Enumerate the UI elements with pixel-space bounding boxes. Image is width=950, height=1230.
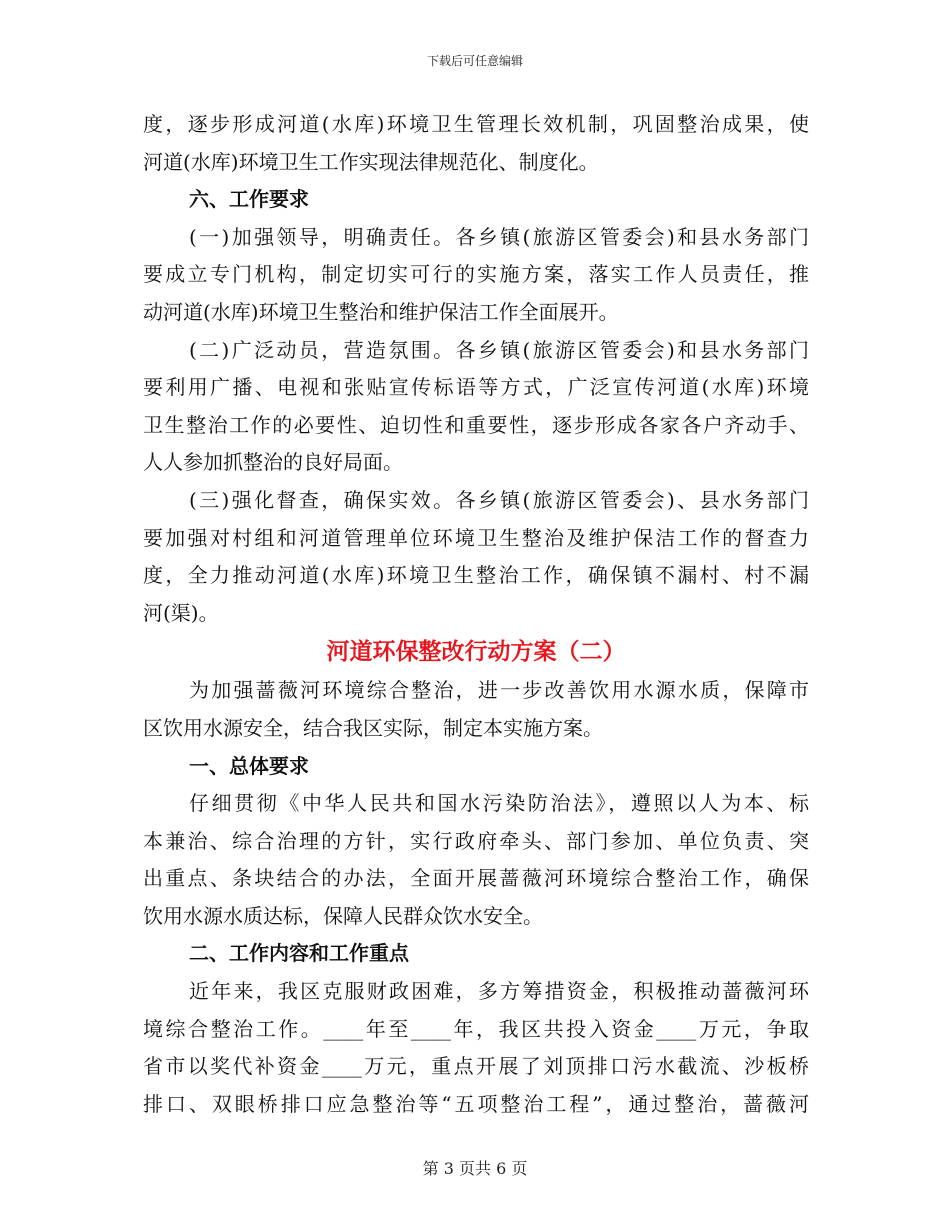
text-line: (二)广泛动员，营造氛围。各乡镇(旅游区管委会)和县水务部门 [189,337,809,362]
document-body [143,106,809,1123]
text-line: 近年来，我区克服财政困难，多方筹措资金，积极推动蔷薇河环 [189,979,809,1004]
text-line: 度，全力推动河道(水库)环境卫生整治工作，确保镇不漏村、村不漏 [143,563,809,588]
text-line: 要加强对村组和河道管理单位环境卫生整治及维护保洁工作的督查力 [143,525,809,550]
text-line: 为加强蔷薇河环境综合整治，进一步改善饮用水源水质，保障市 [189,678,809,703]
text-line: 本兼治、综合治理的方针，实行政府牵头、部门参加、单位负责、突 [143,828,809,853]
page-footer: 第 3 页共 6 页 [422,1159,528,1178]
text-line: 度，逐步形成河道(水库)环境卫生管理长效机制，巩固整治成果，使 [143,112,809,136]
text-line: 排口、双眼桥排口应急整治等“五项整治工程”，通过整治，蔷薇河 [143,1091,809,1116]
section-title: 河道环保整改行动方案（二） [326,638,626,666]
section-heading: 二、工作内容和工作重点 [189,941,409,966]
text-line: (一)加强领导，明确责任。各乡镇(旅游区管委会)和县水务部门 [189,224,809,249]
text-line: 河道(水库)环境卫生工作实现法律规范化、制度化。 [143,149,599,174]
text-line: 仔细贯彻《中华人民共和国水污染防治法》，遵照以人为本、标 [189,791,809,816]
text-line: 动河道(水库)环境卫生整治和维护保洁工作全面展开。 [143,299,619,324]
text-line: (三)强化督查，确保实效。各乡镇(旅游区管委会)、县水务部门 [189,487,809,512]
text-line: 出重点、条块结合的办法，全面开展蔷薇河环境综合整治工作，确保 [143,866,809,891]
text-line: 要利用广播、电视和张贴宣传标语等方式，广泛宣传河道(水库)环境 [143,375,809,400]
text-line: 区饮用水源安全，结合我区实际，制定本实施方案。 [143,715,603,740]
section-heading: 一、总体要求 [189,753,309,778]
section-heading: 六、工作要求 [189,187,309,212]
text-line: 境综合整治工作。____年至____年，我区共投入资金____万元，争取 [143,1016,809,1041]
text-line: 要成立专门机构，制定切实可行的实施方案，落实工作人员责任，推 [143,262,809,287]
text-line: 省市以奖代补资金____万元，重点开展了刘顶排口污水截流、沙板桥 [143,1054,809,1079]
text-line: 人人参加抓整治的良好局面。 [143,450,403,475]
text-line: 河(渠)。 [143,600,219,625]
text-line: 饮用水源水质达标，保障人民群众饮水安全。 [143,903,543,928]
text-line: 卫生整治工作的必要性、迫切性和重要性，逐步形成各家各户齐动手、 [143,412,809,437]
page-header: 下载后可任意编辑 [426,54,523,68]
